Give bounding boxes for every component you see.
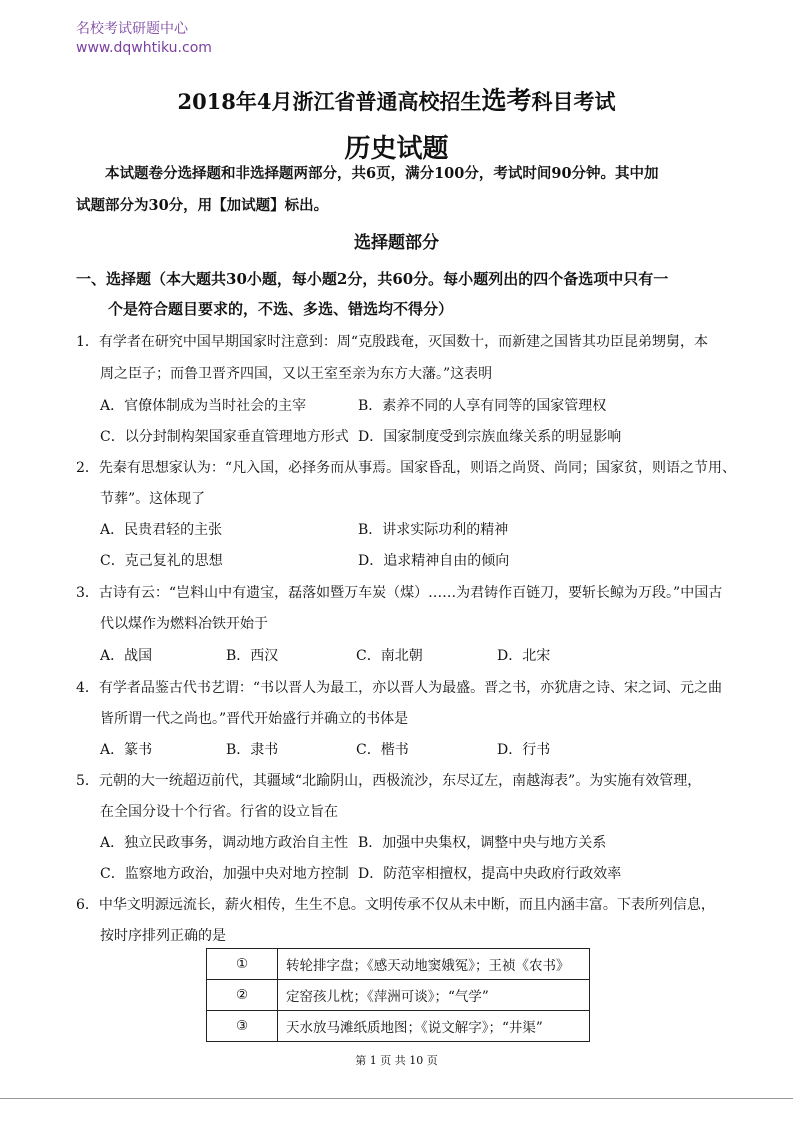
question-5-option-c[interactable]: C．监察地方政治，加强中央对地方控制 <box>100 866 349 882</box>
question-4-option-b[interactable]: B．隶书 <box>226 742 279 758</box>
part-heading-line-2: 个是符合题目要求的，不选、多选、错选均不得分） <box>108 300 454 318</box>
question-5-option-a[interactable]: A．独立民政事务，调动地方政治自主性 <box>100 835 349 851</box>
question-3-option-d[interactable]: D．北宋 <box>497 648 551 664</box>
table-row-number: ① <box>207 949 278 980</box>
question-1-option-c[interactable]: C．以分封制构架国家垂直管理地方形式 <box>100 429 349 445</box>
watermark <box>76 20 212 58</box>
part-heading-line-1: 一、选择题（本大题共30小题，每小题2分，共60分。每小题列出的四个备选项中只有一 <box>76 270 669 288</box>
question-4-option-d[interactable]: D．行书 <box>497 742 551 758</box>
section-title: 选择题部分 <box>354 233 439 253</box>
question-1-option-a[interactable]: A．官僚体制成为当时社会的主宰 <box>100 398 307 414</box>
question-2-stem-line-1: 2．先秦有思想家认为：“凡入国，必择务而从事焉。国家昏乱，则语之尚贤、尚同；国家贫，则语之节用、 <box>76 460 737 476</box>
table-row <box>207 949 590 980</box>
question-5-stem-line-2: 在全国分设十个行省。行省的设立旨在 <box>100 804 338 820</box>
question-5-option-b[interactable]: B．加强中央集权，调整中央与地方关系 <box>358 835 607 851</box>
question-6-table <box>206 948 590 1042</box>
question-6-stem-line-2: 按时序排列正确的是 <box>100 928 226 944</box>
intro-line-1: 本试题卷分选择题和非选择题两部分，共6页，满分100分，考试时间90分钟。其中加 <box>105 165 659 182</box>
question-3-option-b[interactable]: B．西汉 <box>226 648 279 664</box>
question-1-option-b[interactable]: B．素养不同的人享有同等的国家管理权 <box>358 398 607 414</box>
table-row-text: 定窑孩儿枕；《萍洲可谈》；“气学” <box>278 980 590 1011</box>
question-6-stem-line-1: 6．中华文明源远流长，薪火相传，生生不息。文明传承不仅从未中断，而且内涵丰富。下表所列信息， <box>76 897 715 913</box>
question-2-option-b[interactable]: B．讲求实际功利的精神 <box>358 522 509 538</box>
table-row <box>207 1011 590 1042</box>
question-4-stem-line-1: 4．有学者品鉴古代书艺谓：“书以晋人为最工，亦以晋人为最盛。晋之书，亦犹唐之诗、宋之词、元之曲 <box>76 680 723 696</box>
question-1-option-d[interactable]: D．国家制度受到宗族血缘关系的明显影响 <box>358 429 622 445</box>
page-footer: 第 1 页 共 10 页 <box>355 1054 438 1067</box>
table-row <box>207 980 590 1011</box>
question-2-option-c[interactable]: C．克己复礼的思想 <box>100 553 223 569</box>
question-1-stem-line-1: 1．有学者在研究中国早期国家时注意到：周“克殷践奄，灭国数十，而新建之国皆其功臣昆弟甥舅，本 <box>76 334 709 350</box>
question-2-option-d[interactable]: D．追求精神自由的倾向 <box>358 553 510 569</box>
page-divider <box>0 1098 793 1099</box>
table-row-number: ② <box>207 980 278 1011</box>
question-3-option-c[interactable]: C．南北朝 <box>356 648 423 664</box>
watermark-url[interactable]: www.dqwhtiku.com <box>76 40 212 56</box>
table-row-text: 天水放马滩纸质地图；《说文解字》；“井渠” <box>278 1011 590 1042</box>
intro-line-2: 试题部分为30分，用【加试题】标出。 <box>76 197 329 214</box>
question-4-option-c[interactable]: C．楷书 <box>356 742 409 758</box>
question-1-stem-line-2: 周之臣子；而鲁卫晋齐四国，又以王室至亲为东方大藩。”这表明 <box>100 366 493 382</box>
question-5-stem-line-1: 5．元朝的大一统超迈前代，其疆域“北踰阴山，西极流沙，东尽辽左，南越海表”。为实施有效管理， <box>76 773 702 789</box>
exam-title-part-a: 2018年4月浙江省普通高校招生 <box>177 89 482 114</box>
question-3-option-a[interactable]: A．战国 <box>100 648 153 664</box>
question-3-stem-line-2: 代以煤作为燃料冶铁开始于 <box>100 616 268 632</box>
question-5-option-d[interactable]: D．防范宰相擅权，提高中央政府行政效率 <box>358 866 622 882</box>
table-row-text: 转轮排字盘；《感天动地窦娥冤》；王祯《农书》 <box>278 949 590 980</box>
question-2-stem-line-2: 节葬”。这体现了 <box>100 491 206 507</box>
question-2-option-a[interactable]: A．民贵君轻的主张 <box>100 522 223 538</box>
watermark-name: 名校考试研题中心 <box>76 21 188 37</box>
table-row-number: ③ <box>207 1011 278 1042</box>
exam-title-part-b: 选考 <box>481 86 532 115</box>
subject-title: 历史试题 <box>344 134 449 164</box>
question-4-stem-line-2: 皆所谓一代之尚也。”晋代开始盛行并确立的书体是 <box>100 711 409 727</box>
exam-title <box>0 81 793 117</box>
question-3-stem-line-1: 3．古诗有云：“岂料山中有遗宝，磊落如暨万车炭（煤）……为君铸作百链刀，要斩长鲸为万段。”中国古 <box>76 585 723 601</box>
question-4-option-a[interactable]: A．篆书 <box>100 742 153 758</box>
exam-title-part-c: 科目考试 <box>531 89 616 114</box>
